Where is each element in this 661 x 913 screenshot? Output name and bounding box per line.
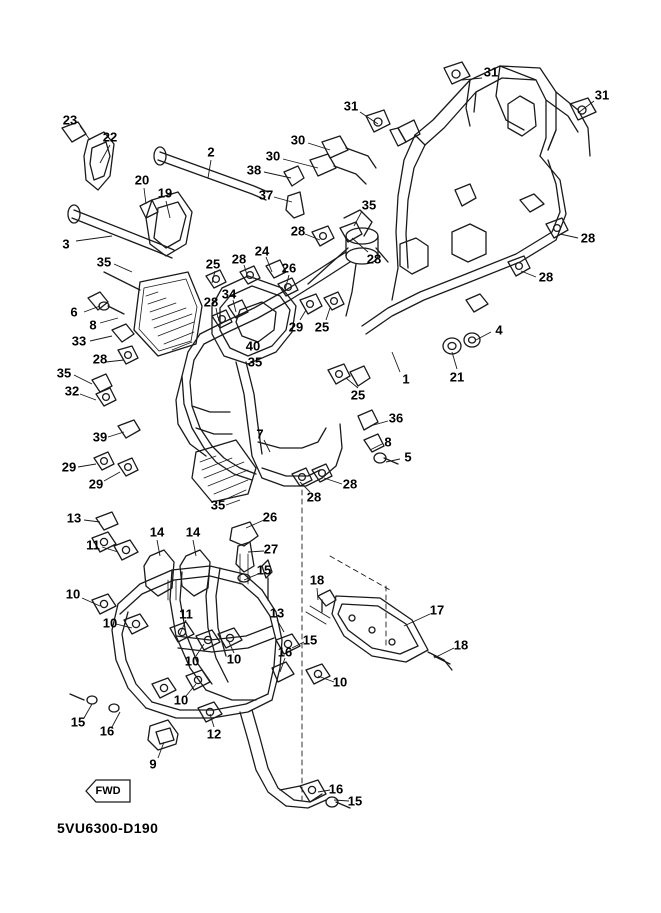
callout-number: 1 — [402, 371, 410, 387]
callout-number: 35 — [361, 197, 377, 213]
callout-number: 35 — [96, 254, 112, 270]
callout-number: 29 — [61, 459, 77, 475]
callout-number: 36 — [388, 410, 404, 426]
leader-line — [100, 318, 118, 323]
leader-line — [521, 271, 536, 277]
leader-line — [106, 360, 124, 362]
callout-number: 14 — [185, 524, 201, 540]
callout-number: 28 — [366, 251, 382, 267]
callout-number: 32 — [64, 383, 80, 399]
callout-number: 28 — [342, 476, 358, 492]
callout-number: 27 — [263, 541, 279, 557]
leader-line — [370, 444, 382, 450]
leader-line — [104, 472, 120, 481]
leader-line — [317, 588, 318, 600]
callout-number: 16 — [328, 781, 344, 797]
leader-line — [248, 551, 264, 552]
callout-number: 26 — [262, 509, 278, 525]
leader-line — [210, 714, 214, 727]
callout-number: 29 — [288, 319, 304, 335]
callout-number: 7 — [256, 426, 264, 442]
leader-line — [283, 159, 318, 168]
leader-line — [300, 310, 306, 320]
callout-number: 16 — [277, 644, 293, 660]
callout-number: 10 — [332, 674, 348, 690]
callout-number: 38 — [246, 162, 262, 178]
fwd-label: FWD — [95, 785, 121, 797]
lower-fasteners — [70, 509, 350, 808]
callout-number: 15 — [302, 632, 318, 648]
callout-number: 17 — [429, 602, 445, 618]
callout-number: 23 — [62, 112, 78, 128]
callout-number: 3 — [62, 236, 70, 252]
callout-number: 30 — [265, 148, 281, 164]
callout-number: 34 — [221, 286, 237, 302]
leader-line — [434, 648, 454, 658]
callout-number: 24 — [254, 243, 270, 259]
callout-number: 21 — [449, 369, 465, 385]
callout-number: 15 — [256, 562, 272, 578]
callout-number: 13 — [269, 605, 285, 621]
callout-number: 18 — [309, 572, 325, 588]
callout-number: 15 — [70, 714, 86, 730]
callout-number: 30 — [290, 132, 306, 148]
callout-number: 4 — [495, 322, 503, 338]
leader-line — [560, 234, 578, 238]
callout-number: 2 — [207, 144, 215, 160]
callout-number: 26 — [281, 260, 297, 276]
callout-number: 31 — [594, 87, 610, 103]
callout-number: 22 — [102, 129, 118, 145]
callout-number: 13 — [66, 510, 82, 526]
leader-line — [166, 201, 170, 218]
callout-number: 28 — [203, 294, 219, 310]
callout-number: 35 — [247, 354, 263, 370]
lower-cover-plate — [192, 440, 256, 502]
callout-number: 9 — [149, 756, 157, 772]
callout-number: 40 — [245, 338, 261, 354]
callout-number: 35 — [56, 365, 72, 381]
callout-number: 28 — [306, 489, 322, 505]
callout-number: 10 — [102, 615, 118, 631]
callout-number: 28 — [231, 251, 247, 267]
leader-line — [193, 540, 196, 556]
callout-number: 15 — [347, 793, 363, 809]
callout-number: 10 — [226, 651, 242, 667]
callout-number: 28 — [580, 230, 596, 246]
leader-line — [326, 308, 330, 320]
lower-frame-assembly — [112, 562, 326, 808]
leader-line — [80, 126, 90, 140]
leader-line — [108, 432, 124, 437]
fwd-direction-marker — [84, 776, 132, 806]
callout-number: 31 — [483, 64, 499, 80]
callout-number: 25 — [350, 387, 366, 403]
leader-line — [90, 336, 112, 341]
callout-number: 31 — [343, 98, 359, 114]
callout-number: 14 — [149, 524, 165, 540]
leader-line — [392, 352, 400, 372]
leader-line — [334, 800, 349, 801]
callout-number: 8 — [384, 434, 392, 450]
leader-line — [157, 540, 160, 556]
leader-line — [114, 264, 132, 272]
callout-number: 29 — [88, 476, 104, 492]
main-frame-tube — [182, 252, 350, 480]
leader-line — [78, 464, 96, 467]
callout-number: 6 — [70, 304, 78, 320]
leader-line — [144, 188, 146, 204]
leader-line — [244, 265, 248, 278]
leader-line — [452, 352, 457, 369]
callout-number: 35 — [210, 497, 226, 513]
callout-number: 16 — [99, 723, 115, 739]
callout-number: 33 — [71, 333, 87, 349]
callout-number: 8 — [89, 317, 97, 333]
callout-number: 12 — [206, 726, 222, 742]
callout-number: 10 — [65, 586, 81, 602]
leader-line — [82, 598, 100, 606]
callout-number: 18 — [453, 637, 469, 653]
leader-line — [308, 143, 330, 150]
leader-line — [324, 478, 342, 484]
leader-line — [354, 211, 362, 226]
leader-line — [274, 197, 292, 202]
leader-line — [305, 234, 320, 240]
callout-number: 39 — [92, 429, 108, 445]
callout-number: 28 — [538, 269, 554, 285]
callout-number: 10 — [184, 653, 200, 669]
part-code-label: 5VU6300-D190 — [57, 820, 159, 836]
leader-line — [76, 236, 112, 241]
leader-line — [352, 238, 368, 252]
callout-number: 28 — [92, 351, 108, 367]
callout-number: 25 — [205, 256, 221, 272]
callout-number: 28 — [290, 223, 306, 239]
callout-number: 5 — [404, 449, 412, 465]
leader-line — [264, 440, 270, 452]
callout-number: 10 — [173, 692, 189, 708]
leader-line — [80, 394, 96, 400]
callout-number: 11 — [179, 606, 193, 622]
leader-line — [264, 172, 291, 178]
leader-line — [246, 520, 264, 528]
callout-number: 20 — [134, 172, 150, 188]
leader-line — [404, 614, 430, 626]
leader-line — [370, 421, 388, 426]
leader-line — [233, 300, 236, 312]
callout-number: 25 — [314, 319, 330, 335]
callout-number: 37 — [258, 187, 274, 203]
gusset-plate — [134, 272, 202, 356]
callout-number: 19 — [157, 185, 173, 201]
callout-number: 11 — [86, 537, 100, 553]
rear-frame-rails — [362, 66, 590, 334]
leader-line — [226, 500, 240, 505]
